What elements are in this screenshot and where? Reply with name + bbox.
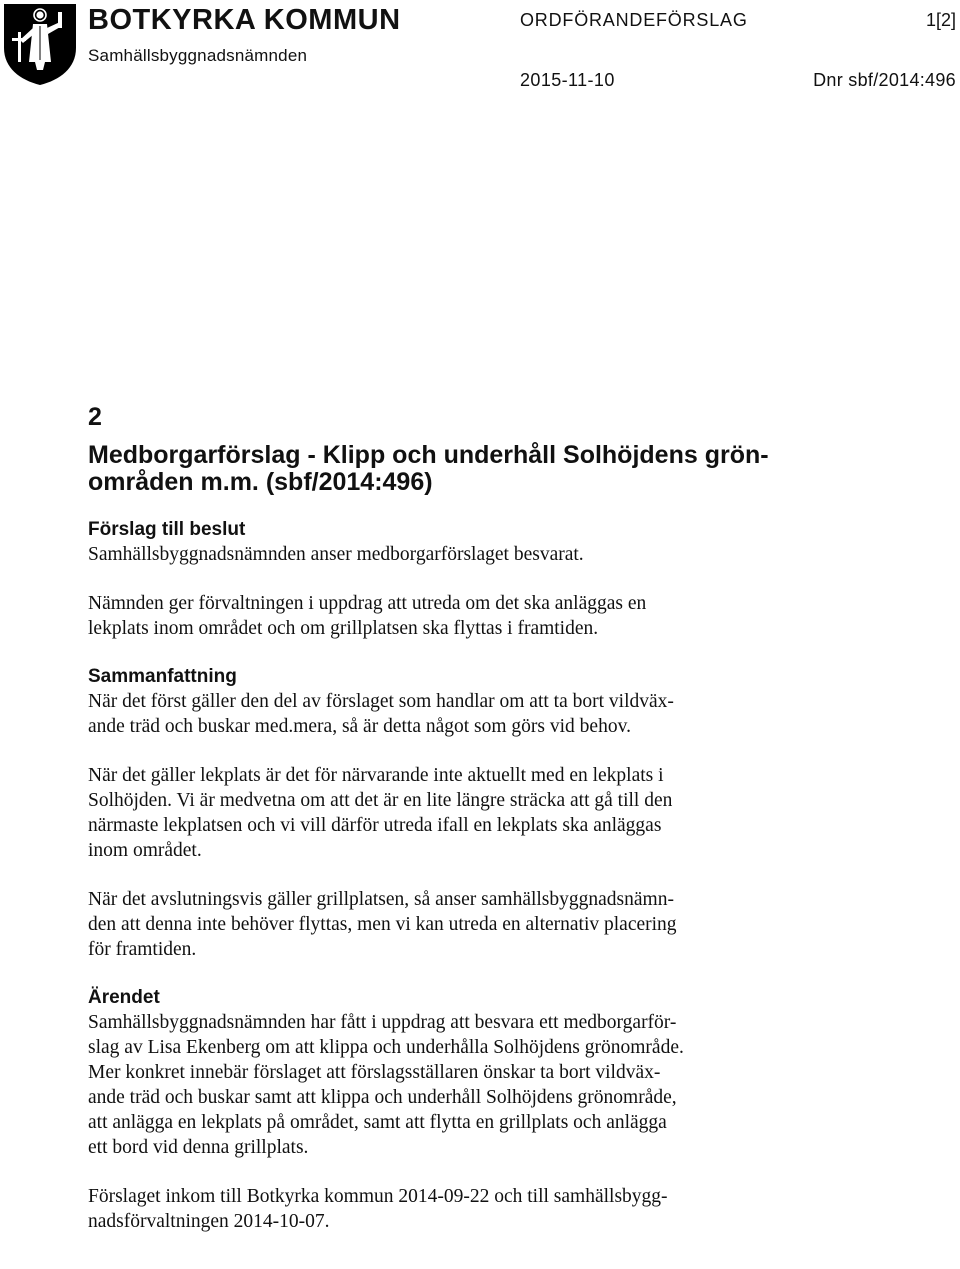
summary-paragraph-3: När det avslutningsvis gäller grillplatsen, så anser samhällsbyggnadsnämn- den att denna inte behöver flyttas, men vi kan utreda en alternativ placering för framtiden. — [88, 889, 677, 960]
proposal-heading: Förslag till beslut — [88, 519, 246, 540]
document-date: 2015-11-10 — [520, 70, 615, 90]
page-number: 1[2] — [925, 10, 956, 30]
coat-of-arms-icon — [2, 2, 78, 86]
registration-number: Dnr sbf/2014:496 — [813, 70, 956, 90]
document-type: ORDFÖRANDEFÖRSLAG — [520, 10, 748, 30]
document-title: Medborgarförslag - Klipp och underhåll Solhöjdens grön- områden m.m. (sbf/2014:496) — [88, 441, 769, 496]
item-number: 2 — [88, 403, 102, 431]
summary-heading: Sammanfattning — [88, 666, 237, 687]
case-heading: Ärendet — [88, 987, 160, 1008]
case-paragraph-2: Förslaget inkom till Botkyrka kommun 2014-09-22 och till samhällsbygg- nadsförvaltningen 2014-10-07. — [88, 1186, 668, 1232]
case-paragraph-1: Samhällsbyggnadsnämnden har fått i uppdrag att besvara ett medborgarför- slag av Lisa Ekenberg om att klippa och underhålla Solhöjdens grönområde. Mer konkret innebär förslaget att förslagsställaren önskar ta bort vildväx- ande träd och buskar samt att klippa och underhåll Solhöjdens grönområde, att anlägga en lekplats på området, samt att flytta en grillplats och anlägga ett bord vid denna grillplats. — [88, 1012, 684, 1158]
proposal-paragraph-2: Nämnden ger förvaltningen i uppdrag att utreda om det ska anläggas en lekplats inom området och om grillplatsen ska flyttas i framtiden. — [88, 593, 647, 639]
department-name: Samhällsbyggnadsnämnden — [88, 46, 308, 65]
organization-name: BOTKYRKA KOMMUN — [88, 4, 401, 36]
document-body — [88, 402, 828, 1234]
proposal-paragraph-1: Samhällsbyggnadsnämnden anser medborgarförslaget besvarat. — [88, 544, 584, 565]
summary-paragraph-2: När det gäller lekplats är det för närvarande inte aktuellt med en lekplats i Solhöjden. Vi är medvetna om att det är en lite längre sträcka att gå till den närmaste lekplatsen och vi vill därför utreda ifall en lekplats ska anläggas inom området. — [88, 765, 673, 861]
summary-paragraph-1: När det först gäller den del av förslaget som handlar om att ta bort vildväx- ande träd och buskar med.mera, så är detta något som görs vid behov. — [88, 691, 674, 737]
